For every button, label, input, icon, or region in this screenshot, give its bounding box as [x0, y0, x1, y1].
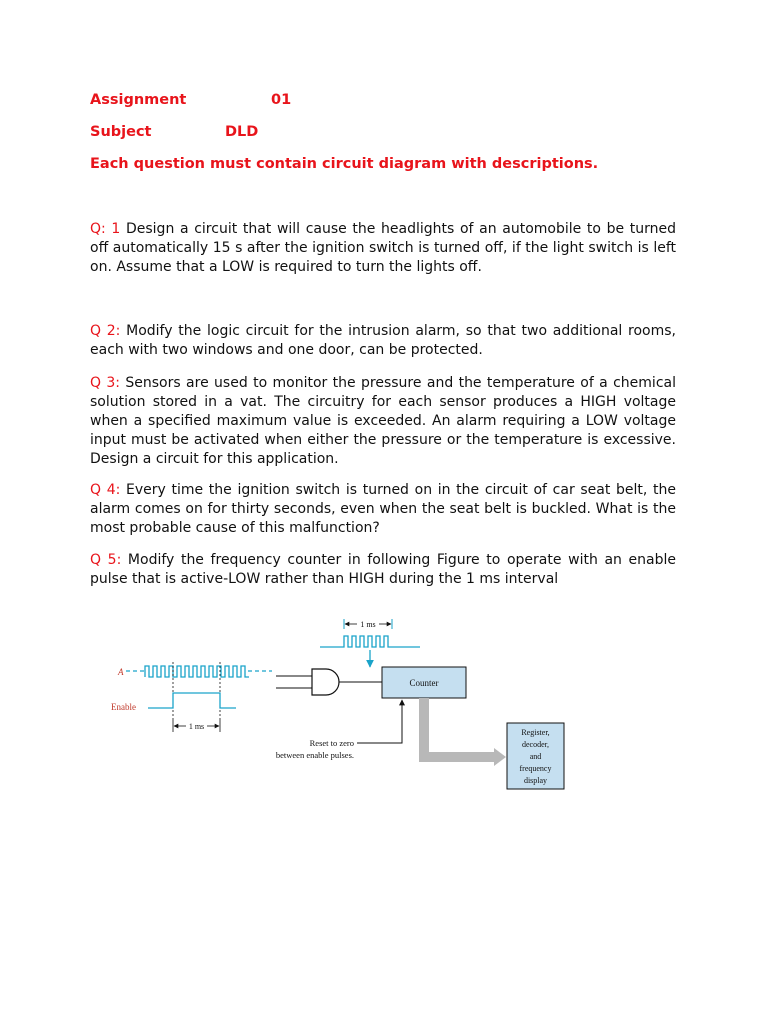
- question-text: Modify the logic circuit for the intrusion alarm, so that two additional rooms, each with two windows and one door, can be protected.: [90, 323, 677, 358]
- question-text: Design a circuit that will cause the headlights of an automobile to be turned off automatically 15 s after the ignition switch is turned off, if the light switch is left on. Assume that a LOW is required to turn the lights off.: [90, 221, 677, 275]
- assignment-value: 01: [271, 92, 292, 108]
- instruction-text: Each question must contain circuit diagram with descriptions.: [90, 156, 599, 172]
- signal-a-wave: [145, 666, 249, 677]
- enable-label: Enable: [111, 702, 136, 712]
- question-text: Sensors are used to monitor the pressure and the temperature of a chemical solution stored in a vat. The circuitry for each sensor produces a HIGH voltage when a specified maximum value is exceeded. An alarm requiring a LOW voltage input must be activated when either the pressure or the temperature is excessive. Design a circuit for this application.: [90, 375, 676, 467]
- subject-value: DLD: [225, 124, 259, 140]
- display-label-line4: frequency: [519, 764, 552, 773]
- enable-interval-marker: [173, 720, 220, 732]
- counter-label: Counter: [409, 678, 439, 688]
- question-number: Q 4:: [90, 482, 121, 498]
- display-label-line3: and: [529, 752, 542, 761]
- top-interval-label: 1 ms: [360, 620, 376, 629]
- question-number: Q: 1: [90, 221, 121, 237]
- and-gate: [312, 669, 339, 695]
- display-label-line2: decoder,: [522, 740, 549, 749]
- question-number: Q 2:: [90, 323, 121, 339]
- question-text: Every time the ignition switch is turned on in the circuit of car seat belt, the alarm comes on for thirty seconds, even when the seat belt is buckled. What is the most probable cause of this malfunction?: [90, 482, 677, 536]
- subject-label: Subject: [90, 124, 152, 140]
- data-bus-arrow: [419, 698, 506, 766]
- display-label-line5: display: [523, 776, 548, 785]
- question-text: Modify the frequency counter in following Figure to operate with an enable pulse that is active-LOW rather than HIGH during the 1 ms interval: [90, 552, 676, 587]
- enable-interval-label: 1 ms: [188, 722, 205, 731]
- reset-label-line2: between enable pulses.: [275, 750, 354, 760]
- display-label-line1: Register,: [521, 728, 550, 737]
- gated-pulse-train: [320, 636, 420, 647]
- question-number: Q 3:: [90, 375, 121, 391]
- reset-line: [357, 700, 402, 743]
- assignment-label: Assignment: [90, 92, 187, 108]
- signal-a-label: A: [118, 667, 124, 677]
- question-number: Q 5:: [90, 552, 122, 568]
- reset-label-line1: Reset to zero: [309, 738, 354, 748]
- enable-wave: [148, 693, 236, 708]
- top-interval-marker: [344, 619, 392, 629]
